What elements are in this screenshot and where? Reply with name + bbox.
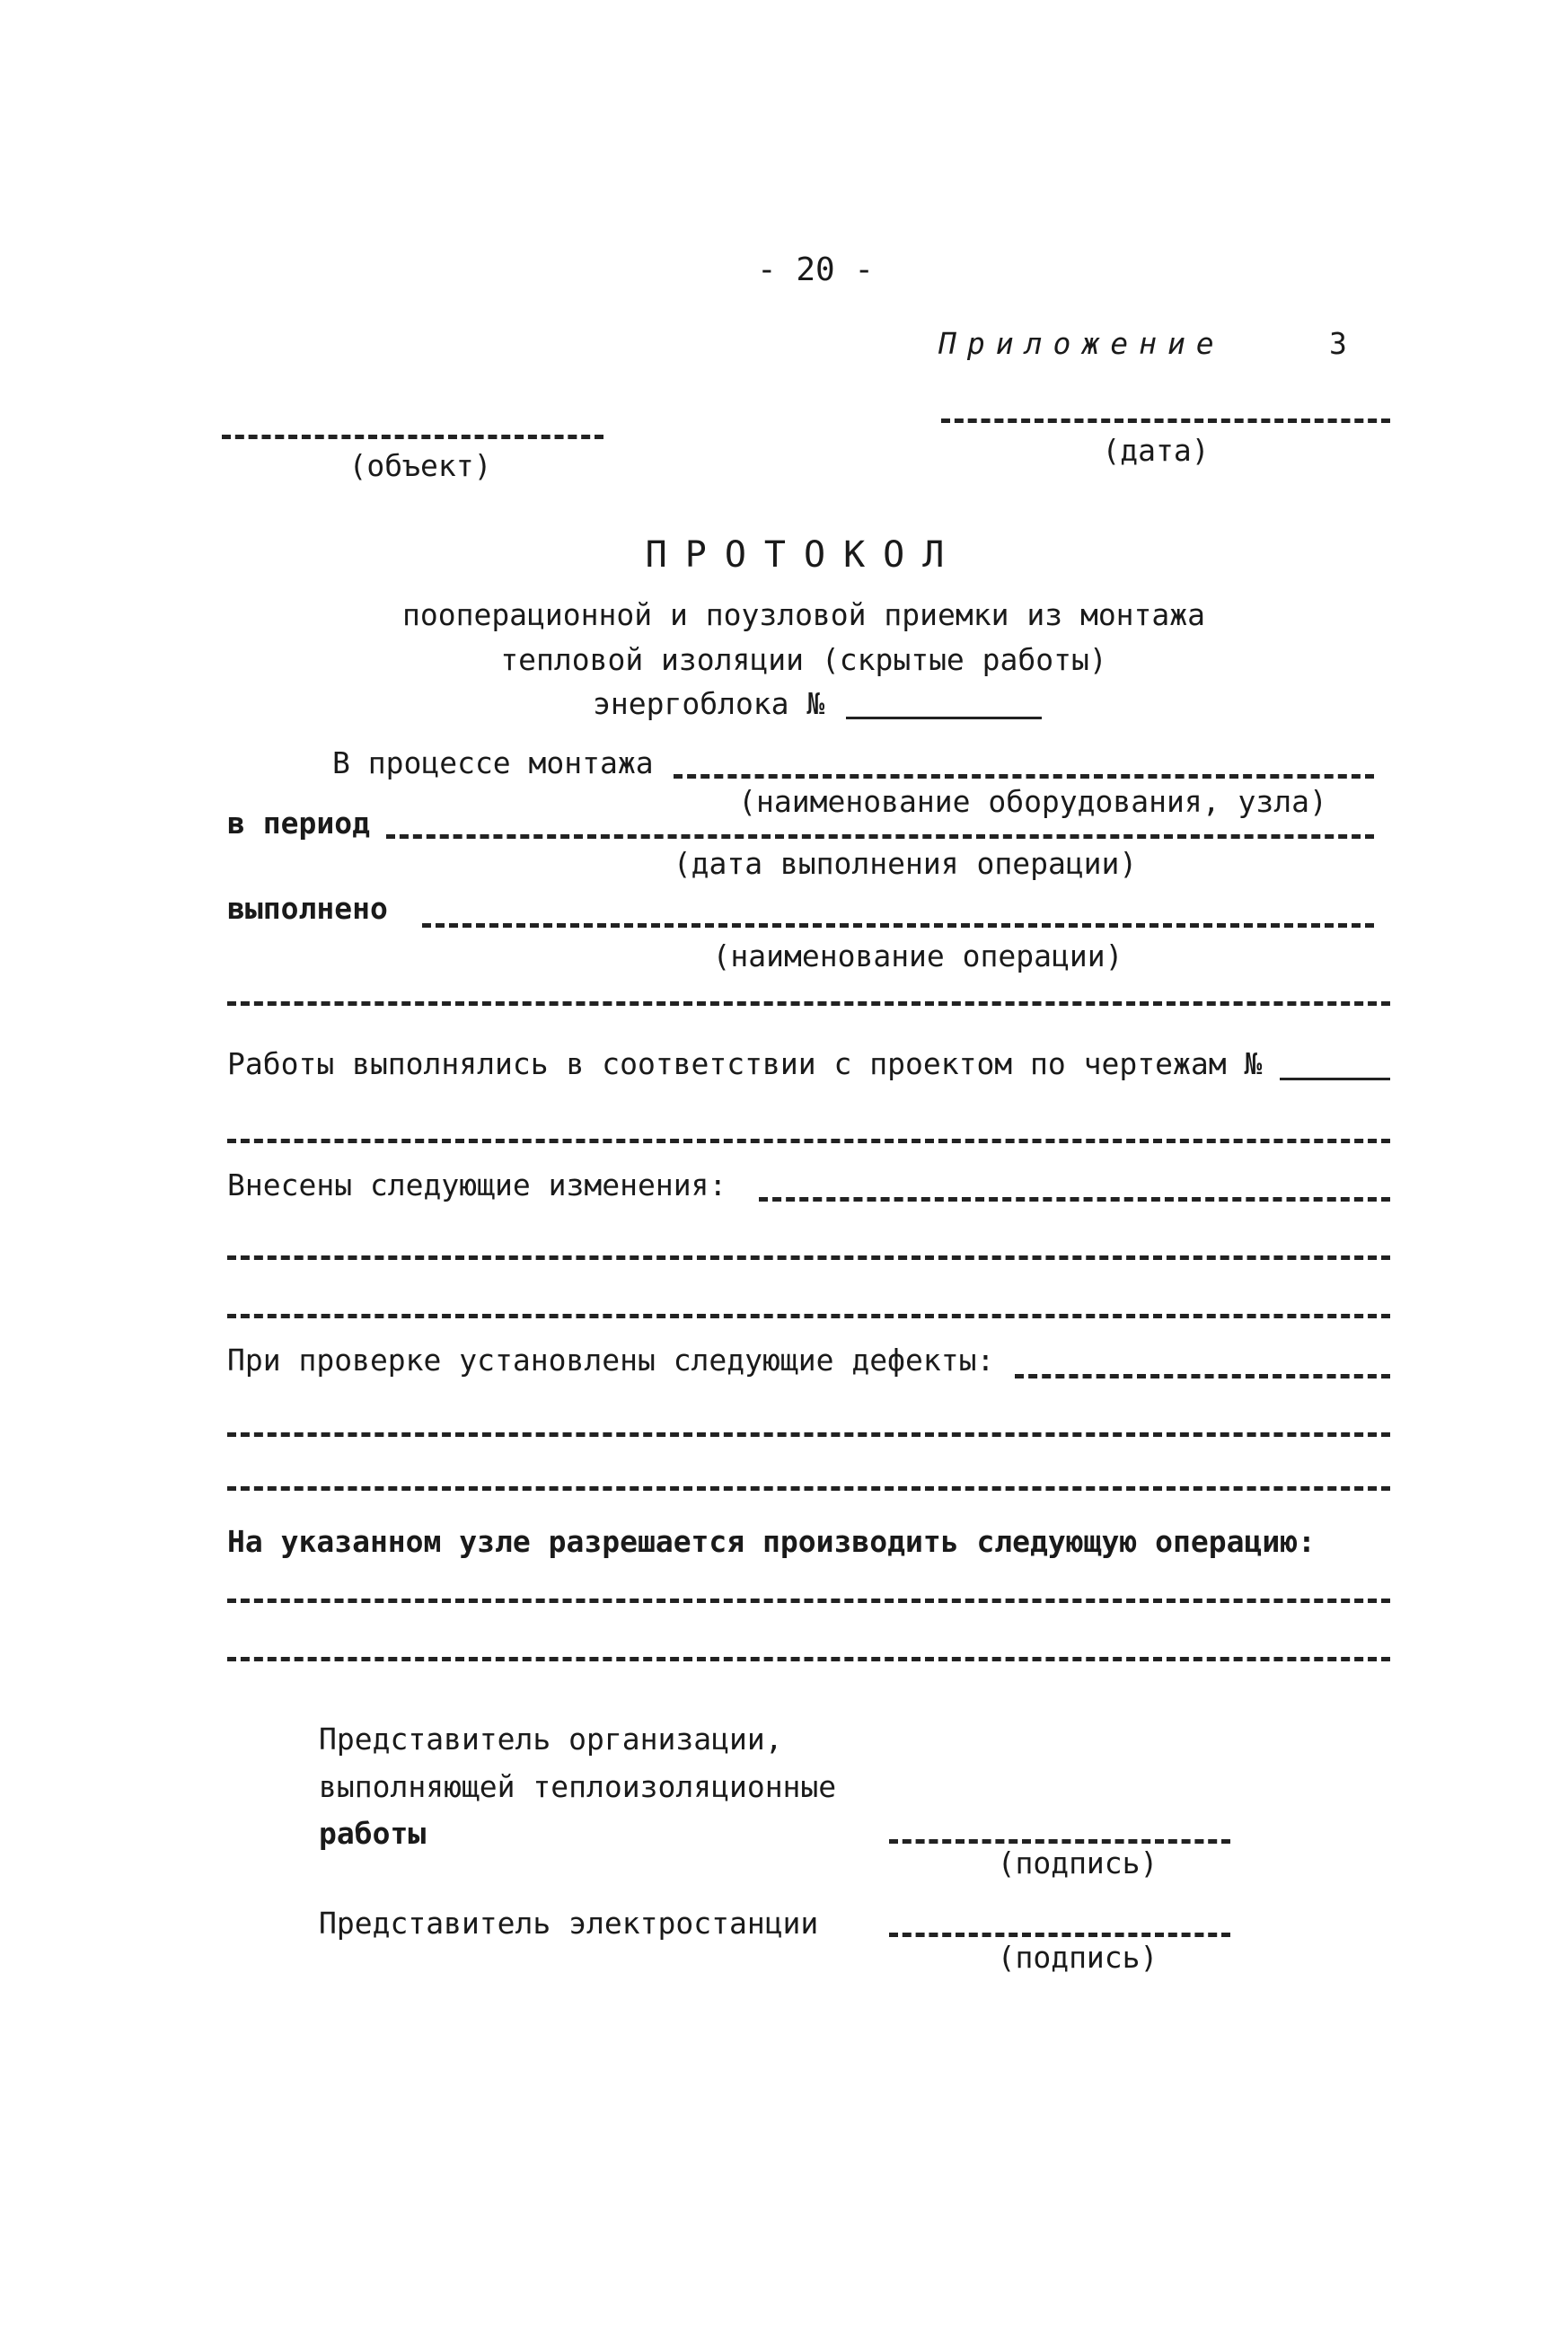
object-line	[222, 435, 603, 439]
period-line	[386, 834, 1374, 839]
appendix-number: 3	[1329, 326, 1347, 361]
allowed-operation-label: На указанном узле разрешается производить следующую операцию:	[227, 1524, 1316, 1559]
blank-line	[227, 1314, 1390, 1318]
appendix-label: Приложение	[938, 326, 1225, 361]
drawing-number-line	[1280, 1078, 1390, 1080]
operation-caption: (наименование операции)	[712, 938, 1123, 973]
signature-caption-2: (подпись)	[997, 1940, 1158, 1975]
equipment-line	[674, 774, 1374, 779]
date-line	[941, 418, 1390, 423]
rep-org-line-3: работы	[319, 1816, 427, 1851]
blank-line	[227, 1486, 1390, 1491]
rep-org-line-2: выполняющей теплоизоляционные	[319, 1769, 837, 1804]
done-label: выполнено	[227, 891, 388, 926]
blank-line	[227, 1255, 1390, 1260]
document-title: ПРОТОКОЛ	[645, 534, 963, 576]
equipment-caption: (наименование оборудования, узла)	[738, 784, 1327, 819]
works-label: Работы выполнялись в соответствии с проектом по чертежам №	[227, 1046, 1263, 1081]
defects-line	[1015, 1374, 1390, 1378]
rep-plant-label: Представитель электростанции	[319, 1906, 819, 1941]
signature-line-1	[889, 1839, 1230, 1844]
subtitle-line-2: тепловой изоляции (скрытые работы)	[500, 642, 1107, 677]
subtitle-line-3: энергоблока №	[593, 686, 825, 721]
subtitle-line-1: пооперационной и поузловой приемки из монтажа	[401, 597, 1206, 632]
signature-line-2	[889, 1933, 1230, 1937]
operation-line	[422, 923, 1374, 928]
blank-line	[227, 1432, 1390, 1437]
page-number: - 20 -	[756, 251, 875, 288]
object-caption: (объект)	[348, 448, 492, 483]
mount-label: В процессе монтажа	[332, 745, 654, 780]
date-caption: (дата)	[1102, 433, 1210, 468]
period-label: в период	[227, 806, 370, 841]
changes-line	[759, 1197, 1390, 1202]
date-operation-caption: (дата выполнения операции)	[673, 846, 1138, 881]
signature-caption-1: (подпись)	[997, 1845, 1158, 1880]
blank-line	[227, 1139, 1390, 1143]
unit-number-line	[846, 717, 1042, 719]
defects-label: При проверке установлены следующие дефекты:	[227, 1343, 995, 1378]
blank-line	[227, 1599, 1390, 1603]
blank-line	[227, 1001, 1390, 1006]
blank-line	[227, 1657, 1390, 1661]
changes-label: Внесены следующие изменения:	[227, 1167, 727, 1202]
rep-org-line-1: Представитель организации,	[319, 1722, 783, 1757]
